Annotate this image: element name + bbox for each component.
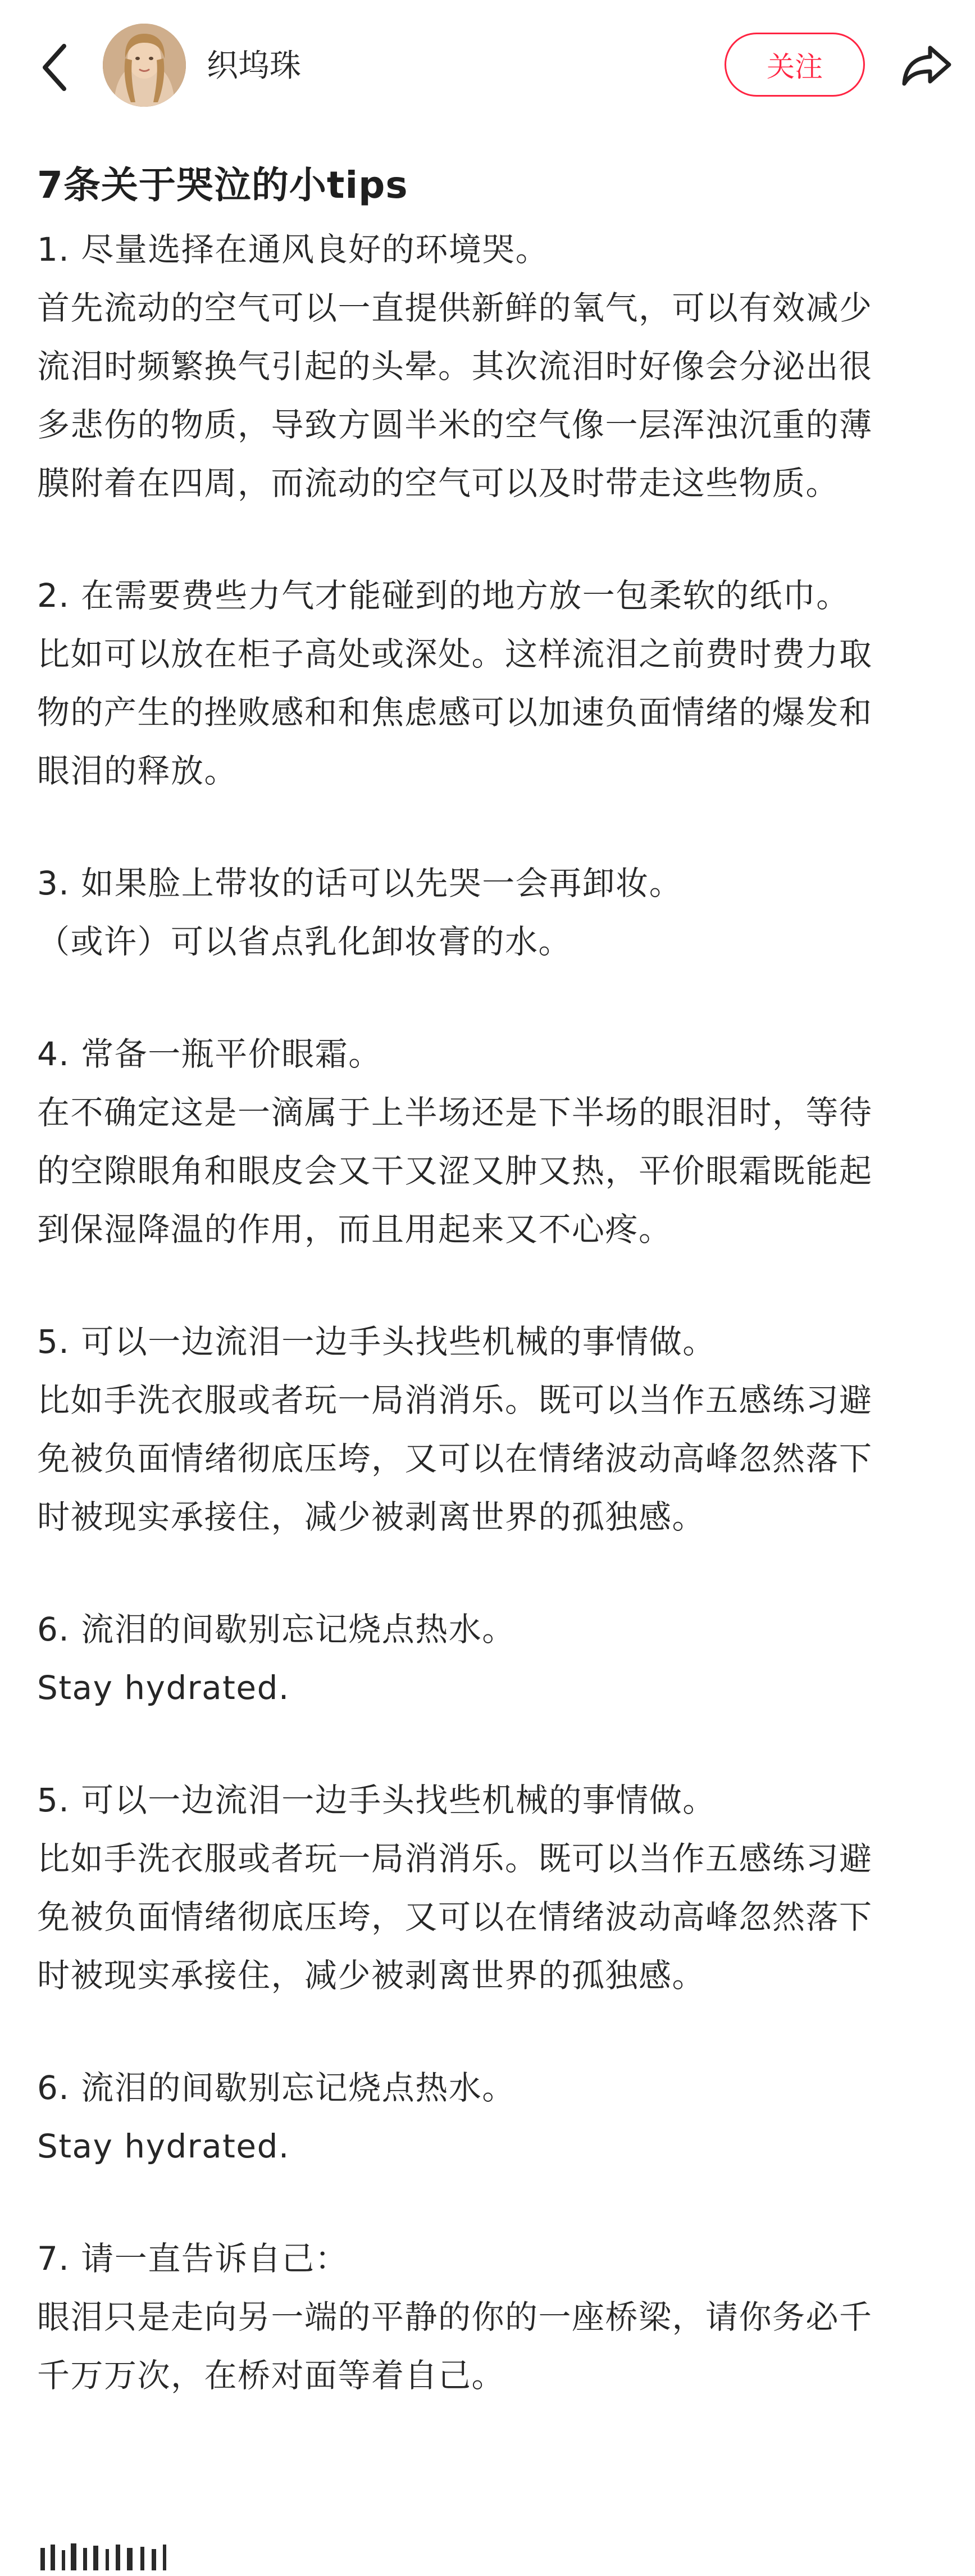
tip-body-line: 眼泪的释放。 (37, 752, 238, 790)
tip-section (37, 1312, 941, 1546)
tip-section (37, 2229, 941, 2405)
post-title: 7条关于哭泣的小tips (37, 163, 408, 207)
tip-section (37, 220, 941, 512)
tip-body-line: 免被负面情绪彻底压垮，又可以在情绪波动高峰忽然落下 (37, 1898, 873, 1936)
tip-body-line: 比如可以放在柜子高处或深处。这样流泪之前费时费力取 (37, 635, 873, 673)
tip-section (37, 1600, 941, 1717)
tip-heading: 5. 可以一边流泪一边手头找些机械的事情做。 (37, 1323, 716, 1361)
tip-body-line: 免被负面情绪彻底压垮，又可以在情绪波动高峰忽然落下 (37, 1439, 873, 1478)
tip-body-line: 到保湿降温的作用，而且用起来又不心疼。 (37, 1210, 672, 1248)
tip-body-line: 比如手洗衣服或者玩一局消消乐。既可以当作五感练习避 (37, 1839, 873, 1878)
post-content (37, 152, 941, 2459)
tip-heading: 6. 流泪的间歇别忘记烧点热水。 (37, 2069, 516, 2107)
tip-body-line: 眼泪只是走向另一端的平静的你的一座桥梁，请你务必千 (37, 2298, 873, 2336)
avatar[interactable] (103, 24, 186, 107)
tip-heading: 7. 请一直告诉自己： (37, 2239, 349, 2278)
author-name[interactable]: 织坞珠 (207, 48, 301, 84)
tip-body-line: 比如手洗衣服或者玩一局消消乐。既可以当作五感练习避 (37, 1381, 873, 1419)
tip-body-line: 时被现实承接住，减少被剥离世界的孤独感。 (37, 1498, 706, 1536)
tip-body-line: 在不确定这是一滴属于上半场还是下半场的眼泪时，等待 (37, 1093, 873, 1132)
tip-body-line: 千万万次，在桥对面等着自己。 (37, 2356, 505, 2395)
tip-body-line: 多悲伤的物质，导致方圆半米的空气像一层浑浊沉重的薄 (37, 406, 873, 444)
tip-heading: 2. 在需要费些力气才能碰到的地方放一包柔软的纸巾。 (37, 576, 850, 615)
tip-section (37, 2059, 941, 2175)
tip-section (37, 1771, 941, 2005)
tip-body-line: 物的产生的挫败感和和焦虑感可以加速负面情绪的爆发和 (37, 693, 873, 732)
tip-section (37, 566, 941, 800)
tip-heading: 1. 尽量选择在通风良好的环境哭。 (37, 230, 549, 269)
tip-heading: 3. 如果脸上带妆的话可以先哭一会再卸妆。 (37, 864, 683, 902)
tip-heading: 4. 常备一瓶平价眼霜。 (37, 1035, 382, 1073)
share-icon[interactable] (899, 37, 955, 93)
tip-body-line: 流泪时频繁换气引起的头晕。其次流泪时好像会分泌出很 (37, 347, 873, 385)
top-bar (0, 0, 975, 135)
follow-button[interactable]: 关注 (725, 33, 865, 97)
tip-section (37, 854, 941, 971)
tip-body-line: 时被现实承接住，减少被剥离世界的孤独感。 (37, 1956, 706, 1995)
tips-list (37, 220, 941, 2405)
back-chevron-icon[interactable] (39, 39, 73, 96)
tip-section (37, 1025, 941, 1259)
bottom-clipped-text (37, 2531, 206, 2576)
tip-body-line: Stay hydrated. (37, 1669, 290, 1707)
tip-body-line: Stay hydrated. (37, 2127, 290, 2165)
tip-body-line: 首先流动的空气可以一直提供新鲜的氧气，可以有效减少 (37, 289, 873, 327)
tip-heading: 6. 流泪的间歇别忘记烧点热水。 (37, 1610, 516, 1648)
tip-body-line: 的空隙眼角和眼皮会又干又涩又肿又热，平价眼霜既能起 (37, 1152, 873, 1190)
tip-heading: 5. 可以一边流泪一边手头找些机械的事情做。 (37, 1781, 716, 1819)
tip-body-line: 膜附着在四周，而流动的空气可以及时带走这些物质。 (37, 464, 840, 502)
tip-body-line: （或许）可以省点乳化卸妆膏的水。 (37, 923, 572, 961)
